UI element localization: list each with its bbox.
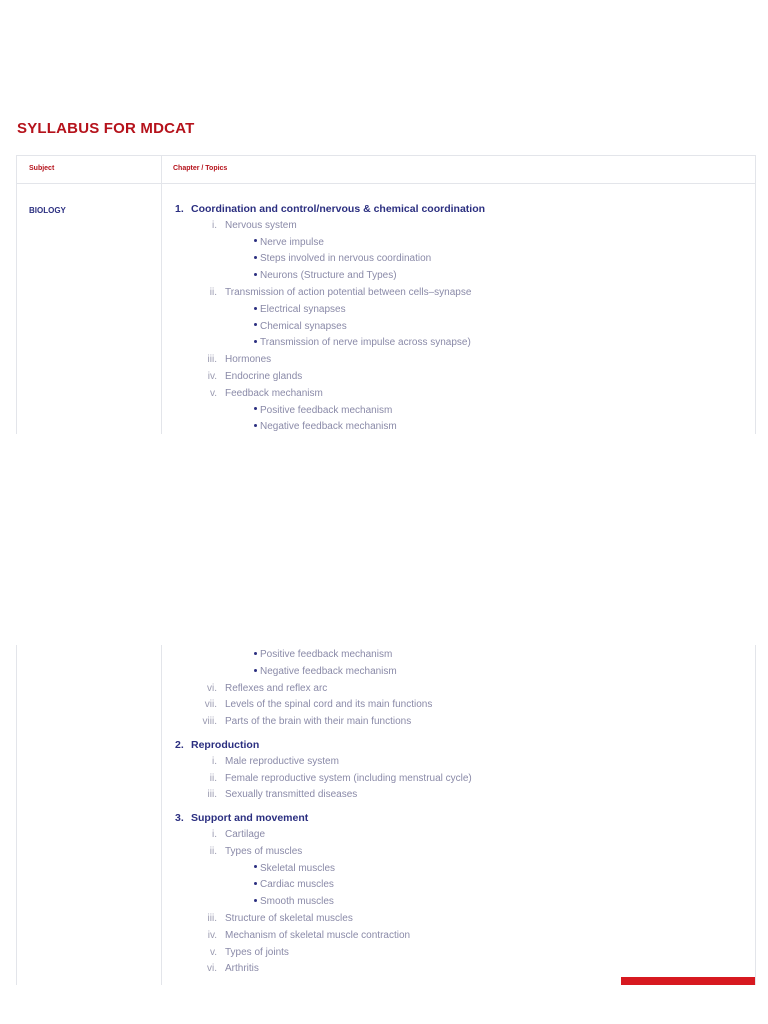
topic-item [195,683,327,695]
topic-item [195,930,410,942]
subtopic-label: Neurons (Structure and Types) [260,270,397,282]
subtopic-bullet-item [254,253,431,265]
subtopic-bullet-item [254,879,334,891]
header-subject: Subject [29,165,55,172]
topic-numeral: iii. [207,354,217,366]
topic-numeral: ii. [209,845,217,857]
topic-label: Levels of the spinal cord and its main functions [225,699,433,711]
subtopic-label: Smooth muscles [260,896,334,908]
topic-numeral: iii. [207,789,217,801]
syllabus-table-part-1 [16,155,756,434]
topic-label: Hormones [225,354,272,366]
topic-numeral: vi. [207,963,217,975]
subtopic-label: Transmission of nerve impulse across synapse) [260,337,471,349]
topic-item [195,789,357,801]
footer-ribbon [621,977,755,985]
subtopic-bullet-item [254,896,334,908]
topic-label: Types of muscles [225,845,303,857]
topic-item [195,913,353,925]
topic-item [195,846,302,858]
topic-label: Feedback mechanism [225,387,323,399]
topic-numeral: ii. [209,287,217,298]
topic-label: Cartilage [225,829,266,840]
chapter-number: 3. [175,812,184,825]
topic-item [195,716,411,728]
topic-numeral: viii. [202,716,217,728]
topic-numeral: v. [209,946,217,958]
chapter-heading [175,812,308,824]
topic-numeral: i. [212,829,217,840]
subtopic-bullet-item [254,237,324,249]
topic-label: Sexually transmitted diseases [225,789,358,801]
subtopic-label: Cardiac muscles [260,879,334,891]
subtopic-label: Negative feedback mechanism [260,421,397,433]
topic-numeral: ii. [209,772,217,784]
subtopic-label: Positive feedback mechanism [260,404,393,416]
subtopic-label: Skeletal muscles [260,862,336,874]
subtopic-bullet-item [254,863,335,875]
syllabus-table-part-2 [16,645,756,985]
topic-label: Types of joints [225,946,289,958]
subtopic-bullet-item [254,270,397,282]
topic-item [195,947,289,959]
topic-label: Mechanism of skeletal muscle contraction [225,929,411,941]
chapter-number: 2. [175,739,184,751]
chapter-title: Support and movement [191,812,309,825]
subtopic-bullet-item [254,421,397,433]
subject-biology: BIOLOGY [29,206,66,215]
topic-numeral: iv. [207,929,217,941]
topic-numeral: vi. [207,682,217,694]
chapter-heading [175,203,485,215]
subtopic-label: Positive feedback mechanism [260,649,393,660]
topic-numeral: vii. [204,699,217,711]
topic-numeral: i. [212,755,217,767]
chapter-number: 1. [175,203,184,215]
subtopic-bullet-item [254,337,471,349]
topic-label: Structure of skeletal muscles [225,913,353,924]
topic-item [195,829,265,841]
topic-label: Nervous system [225,219,297,231]
topic-item [195,388,323,400]
subtopic-label: Chemical synapses [260,320,347,332]
subtopic-label: Negative feedback mechanism [260,665,397,677]
topic-numeral: i. [212,219,217,231]
header-chapter-topics: Chapter / Topics [173,165,228,172]
topics-list-part-2 [17,645,755,985]
topic-label: Arthritis [225,963,259,975]
topic-item [195,371,302,383]
topic-label: Reflexes and reflex arc [225,682,328,694]
topic-label: Parts of the brain with their main functions [225,716,412,728]
page-title: SYLLABUS FOR MDCAT [17,120,195,137]
topic-label: Endocrine glands [225,371,303,382]
topics-list-part-1 [17,156,755,434]
topic-item [195,699,432,711]
subtopic-bullet-item [254,666,397,678]
topic-label: Transmission of action potential between cells–synapse [225,287,472,298]
subtopic-bullet-item [254,304,346,316]
subtopic-label: Electrical synapses [260,303,346,315]
topic-numeral: iii. [207,913,217,924]
subtopic-label: Nerve impulse [260,236,324,248]
subtopic-label: Steps involved in nervous coordination [260,253,432,265]
subtopic-bullet-item [254,321,347,333]
chapter-title: Reproduction [191,739,260,751]
topic-item [195,756,339,768]
topic-numeral: v. [209,387,217,399]
topic-numeral: iv. [207,371,217,382]
topic-item [195,963,259,975]
subtopic-bullet-item [254,405,392,417]
topic-label: Female reproductive system (including menstrual cycle) [225,772,472,784]
topic-label: Male reproductive system [225,755,339,767]
topic-item [195,220,297,232]
chapter-heading [175,739,259,751]
topic-item [195,287,471,299]
topic-item [195,354,271,366]
topic-item [195,773,472,785]
chapter-title: Coordination and control/nervous & chemical coordination [191,203,486,215]
subtopic-bullet-item [254,649,392,661]
